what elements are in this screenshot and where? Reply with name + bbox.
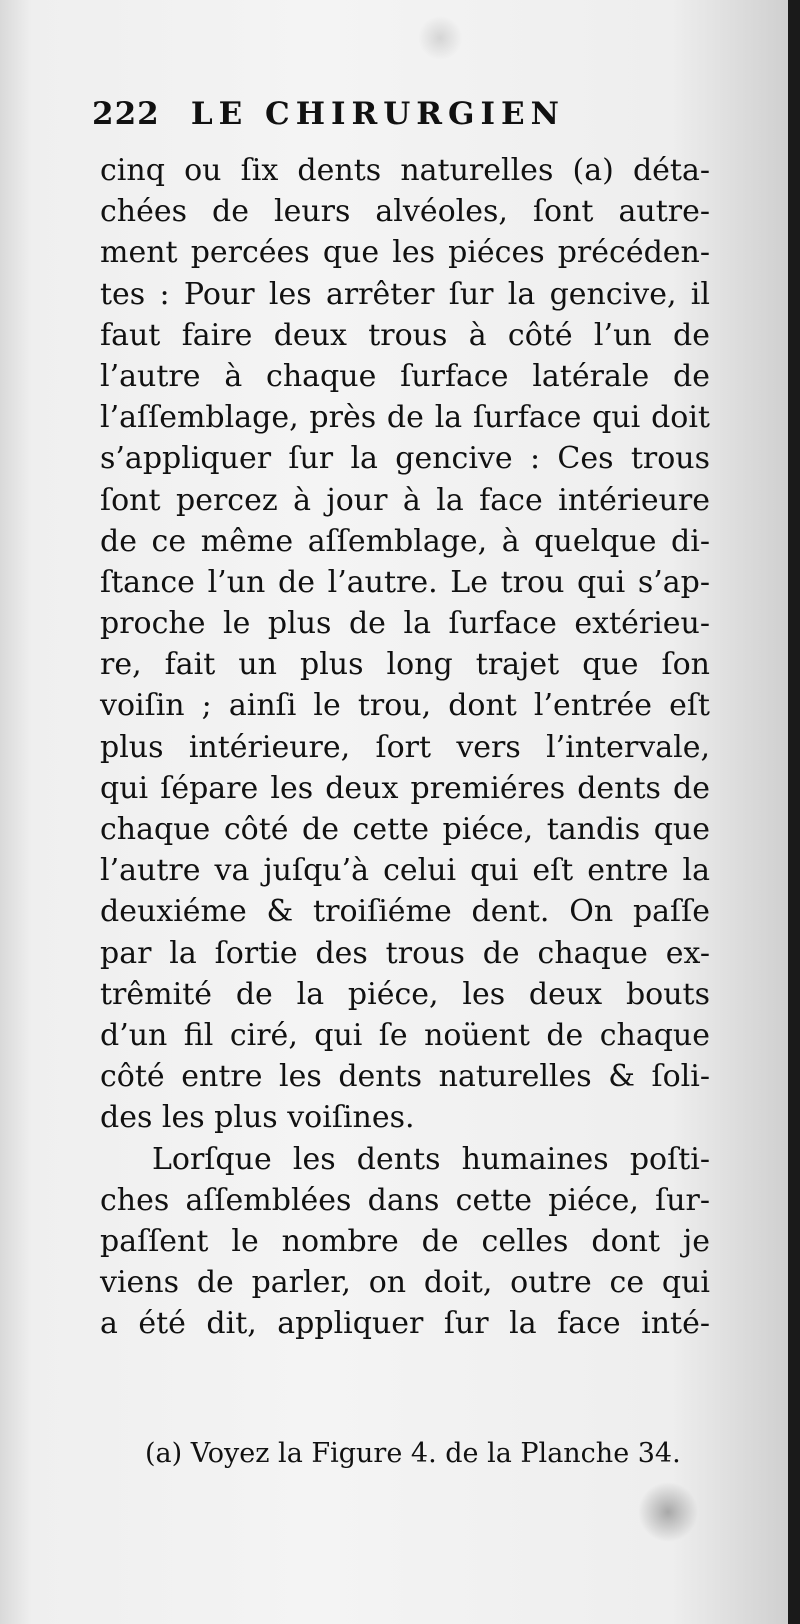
text-line: l’aſſemblage, près de la ſurface qui doit <box>100 400 710 436</box>
text-line: Lorſque les dents humaines poſti- <box>152 1141 710 1177</box>
text-line: tes : Pour les arrêter ſur la gencive, il <box>100 276 710 312</box>
text-line: chées de leurs alvéoles, ſont autre- <box>100 194 710 230</box>
text-line: par la ſortie des trous de chaque ex- <box>100 935 710 971</box>
text-line: l’autre va juſqu’à celui qui eſt entre la <box>100 853 710 889</box>
text-line: ment percées que les piéces précéden- <box>100 235 710 271</box>
text-line: cinq ou ſix dents naturelles (a) déta- <box>100 153 710 188</box>
text-line: côté entre les dents naturelles & ſoli- <box>100 1059 710 1095</box>
text-line: ches aſſemblées dans cette piéce, ſur- <box>100 1182 710 1218</box>
text-line: chaque côté de cette piéce, tandis que <box>100 812 710 847</box>
text-line: proche le plus de la ſurface extérieu- <box>100 606 710 642</box>
text-line: trêmité de la piéce, les deux bouts <box>100 976 710 1012</box>
text-line: d’un fil ciré, qui ſe noüent de chaque <box>100 1017 710 1053</box>
text-line: faut faire deux trous à côté l’un de <box>100 317 710 353</box>
body-text <box>100 150 710 1344</box>
text-line: s’appliquer ſur la gencive : Ces trous <box>100 441 710 477</box>
text-line: l’autre à chaque ſurface latérale de <box>100 358 710 394</box>
text-line: ſont percez à jour à la face intérieure <box>100 482 710 518</box>
page-edge-shadow <box>788 0 800 1624</box>
text-line: deuxiéme & troiſiéme dent. On paſſe <box>100 894 710 930</box>
text-line: paſſent le nombre de celles dont je <box>100 1223 710 1259</box>
text-line: re, fait un plus long trajet que ſon <box>100 647 710 683</box>
text-line: viens de parler, on doit, outre ce qui <box>100 1265 710 1301</box>
text-line: a été dit, appliquer ſur la face inté- <box>100 1306 710 1342</box>
text-line: de ce même aſſemblage, à quelque di- <box>100 523 710 559</box>
text-line: qui ſépare les deux premiéres dents de <box>100 770 710 806</box>
running-title: LE CHIRURGIEN <box>190 96 565 132</box>
text-line: voiſin ; ainſi le trou, dont l’entrée eſt <box>100 688 710 724</box>
text-line: des les plus voiſines. <box>100 1100 415 1136</box>
page-header <box>92 96 732 146</box>
text-line: plus intérieure, ſort vers l’intervale, <box>100 729 710 765</box>
page-number: 222 <box>92 96 160 132</box>
footnote: (a) Voyez la Figure 4. de la Planche 34. <box>145 1438 681 1469</box>
text-line: ſtance l’un de l’autre. Le trou qui s’ap- <box>100 564 710 600</box>
